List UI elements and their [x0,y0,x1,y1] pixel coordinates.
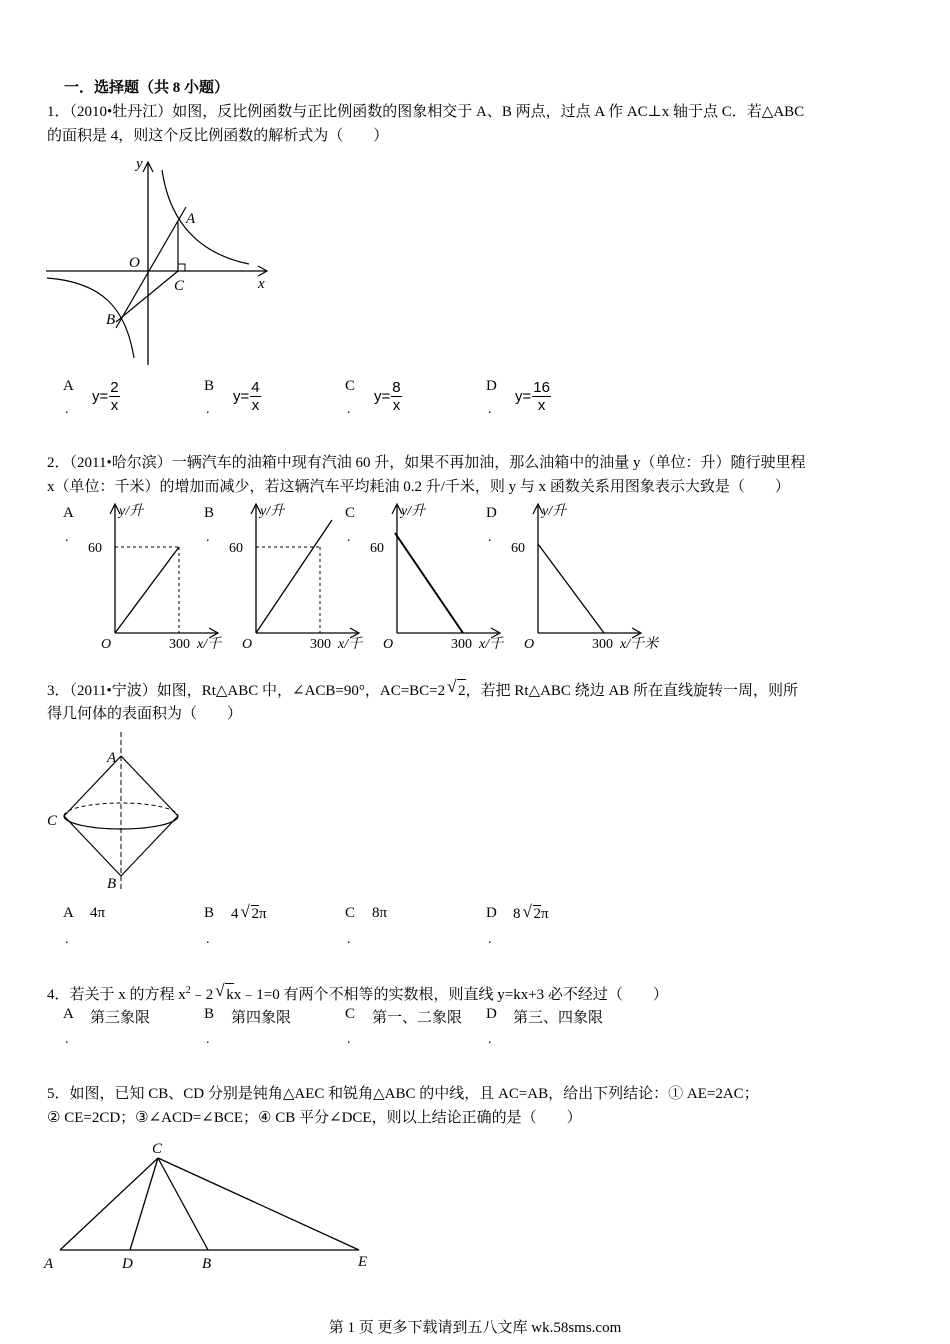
q1-option-c-dot: . [347,402,351,417]
q2-option-c-dot: . [347,530,351,545]
svg-text:300: 300 [451,637,472,652]
svg-text:300: 300 [592,637,613,652]
page-footer: 第 1 页 更多下载请到五八文库 wk.58sms.com [328,1320,622,1336]
q2-graph-b [226,500,366,655]
q1-option-b-dot: . [206,402,210,417]
q5-line-cb [158,1158,208,1250]
svg-text:O: O [101,637,112,652]
q5-text-line1: 5．如图，已知 CB、CD 分别是钝角△AEC 和锐角△ABC 的中线，且 AC=AB，给出下列结论：① AE=2AC； [47,1086,759,1102]
svg-text:y/升: y/升 [401,504,426,519]
q1-option-d-formula: y= $\frac{16}{x}$ [515,379,550,414]
svg-text:x/千: x/千 [197,637,222,652]
q3-text-line2: 得几何体的表面积为（ ） [47,706,243,722]
svg-text:60: 60 [370,541,384,556]
q1-label-a: A [186,211,196,227]
svg-text:y/升: y/升 [542,504,567,519]
q2-option-d-letter[interactable]: D [486,505,497,521]
svg-text:x/千: x/千 [479,637,504,652]
q1-option-c-formula: y= $\frac{8}{x}$ [374,379,401,414]
q3-figure [44,730,194,895]
q4-text: 4．若关于 x 的方程 $x^2﹣2√$ kx﹣1=0 有两个不相等的实数根，则直线 y=kx+3 必不经过（ ） [47,980,668,1006]
q1-text-line2: 的面积是 4，则这个反比例函数的解析式为（ ） [47,128,389,144]
svg-text:B: B [202,1256,212,1272]
q1-label-y: y [136,156,143,172]
q1-text-line1: 1．（2010•牡丹江）如图，反比例函数与正比例函数的图象相交于 A、B 两点，过点 A 作 AC⊥x 轴于点 C．若△ABC [47,104,805,120]
svg-text:x/千米: x/千米 [620,637,659,652]
q2-option-d-dot: . [488,530,492,545]
q1-label-b: B [106,312,116,328]
q1-label-x: x [258,276,265,292]
q2-d-line [538,544,604,633]
q2-option-b-dot: . [206,530,210,545]
svg-text:y/升: y/升 [260,504,285,519]
svg-text:60: 60 [88,541,102,556]
q1-option-b-formula: y= $\frac{4}{x}$ [233,379,260,414]
q2-a-line [115,547,179,633]
svg-text:x/千: x/千 [338,637,363,652]
svg-text:C: C [152,1141,163,1157]
q1-right-angle [178,264,185,271]
q2-option-a-letter[interactable]: A [63,505,74,521]
q1-option-a-dot: . [65,402,69,417]
q1-option-d-dot: . [488,402,492,417]
q5-figure [40,1132,385,1272]
q5-line-ac [60,1158,158,1250]
q2-text-line2: x（单位：千米）的增加而减少，若这辆汽车平均耗油 0.2 升/千米，则 y 与 x 函数关系用图象表示大致是（ ） [47,479,790,495]
q1-option-b-letter: B [204,378,215,394]
svg-text:D: D [122,1256,133,1272]
q2-text-line1: 2．（2011•哈尔滨）一辆汽车的油箱中现有汽油 60 升，如果不再加油，那么油箱中的油量 y（单位：升）随行驶里程 [47,455,806,471]
q2-option-b-letter[interactable]: B [204,505,215,521]
q1-figure [44,150,274,370]
q2-option-a-dot: . [65,530,69,545]
q5-line-ce [158,1158,359,1250]
q1-line-ab [116,207,186,328]
q2-graph-c [367,500,512,655]
q2-option-c-letter[interactable]: C [345,505,356,521]
q2-graph-d [508,500,673,655]
q1-line-bc [116,271,178,322]
q2-c-line [395,533,463,633]
svg-text:A: A [107,750,117,766]
q3-text-line1: 3．（2011•宁波）如图，Rt△ABC 中，∠ACB=90°，AC=BC=2√ 2，若把 Rt△ABC 绕边 AB 所在直线旋转一周，则所 [47,679,798,702]
svg-text:B: B [107,876,117,892]
q2-b-line [256,520,332,633]
q1-option-d-letter: D [486,378,497,394]
q2-graph-a [85,500,225,655]
q1-option-a-letter: A [63,378,74,394]
svg-text:300: 300 [310,637,331,652]
q5-text-line2: ② CE=2CD；③∠ACD=∠BCE；④ CB 平分∠DCE，则以上结论正确的是（ ） [47,1110,582,1126]
q1-option-c-letter: C [345,378,356,394]
q1-option-a-formula: y= $\frac{2}{x}$ [92,379,119,414]
svg-text:E: E [358,1254,368,1270]
svg-text:A: A [44,1256,54,1272]
svg-text:O: O [242,637,253,652]
svg-text:y/升: y/升 [119,504,144,519]
svg-text:60: 60 [229,541,243,556]
section-title: 一．选择题（共 8 小题） [64,80,230,96]
q1-hyperbola-right [162,170,249,264]
q1-label-o: O [129,255,140,271]
svg-text:C: C [47,813,58,829]
svg-text:60: 60 [511,541,525,556]
svg-text:300: 300 [169,637,190,652]
q1-label-c: C [174,278,185,294]
svg-text:O: O [524,637,535,652]
svg-text:O: O [383,637,394,652]
